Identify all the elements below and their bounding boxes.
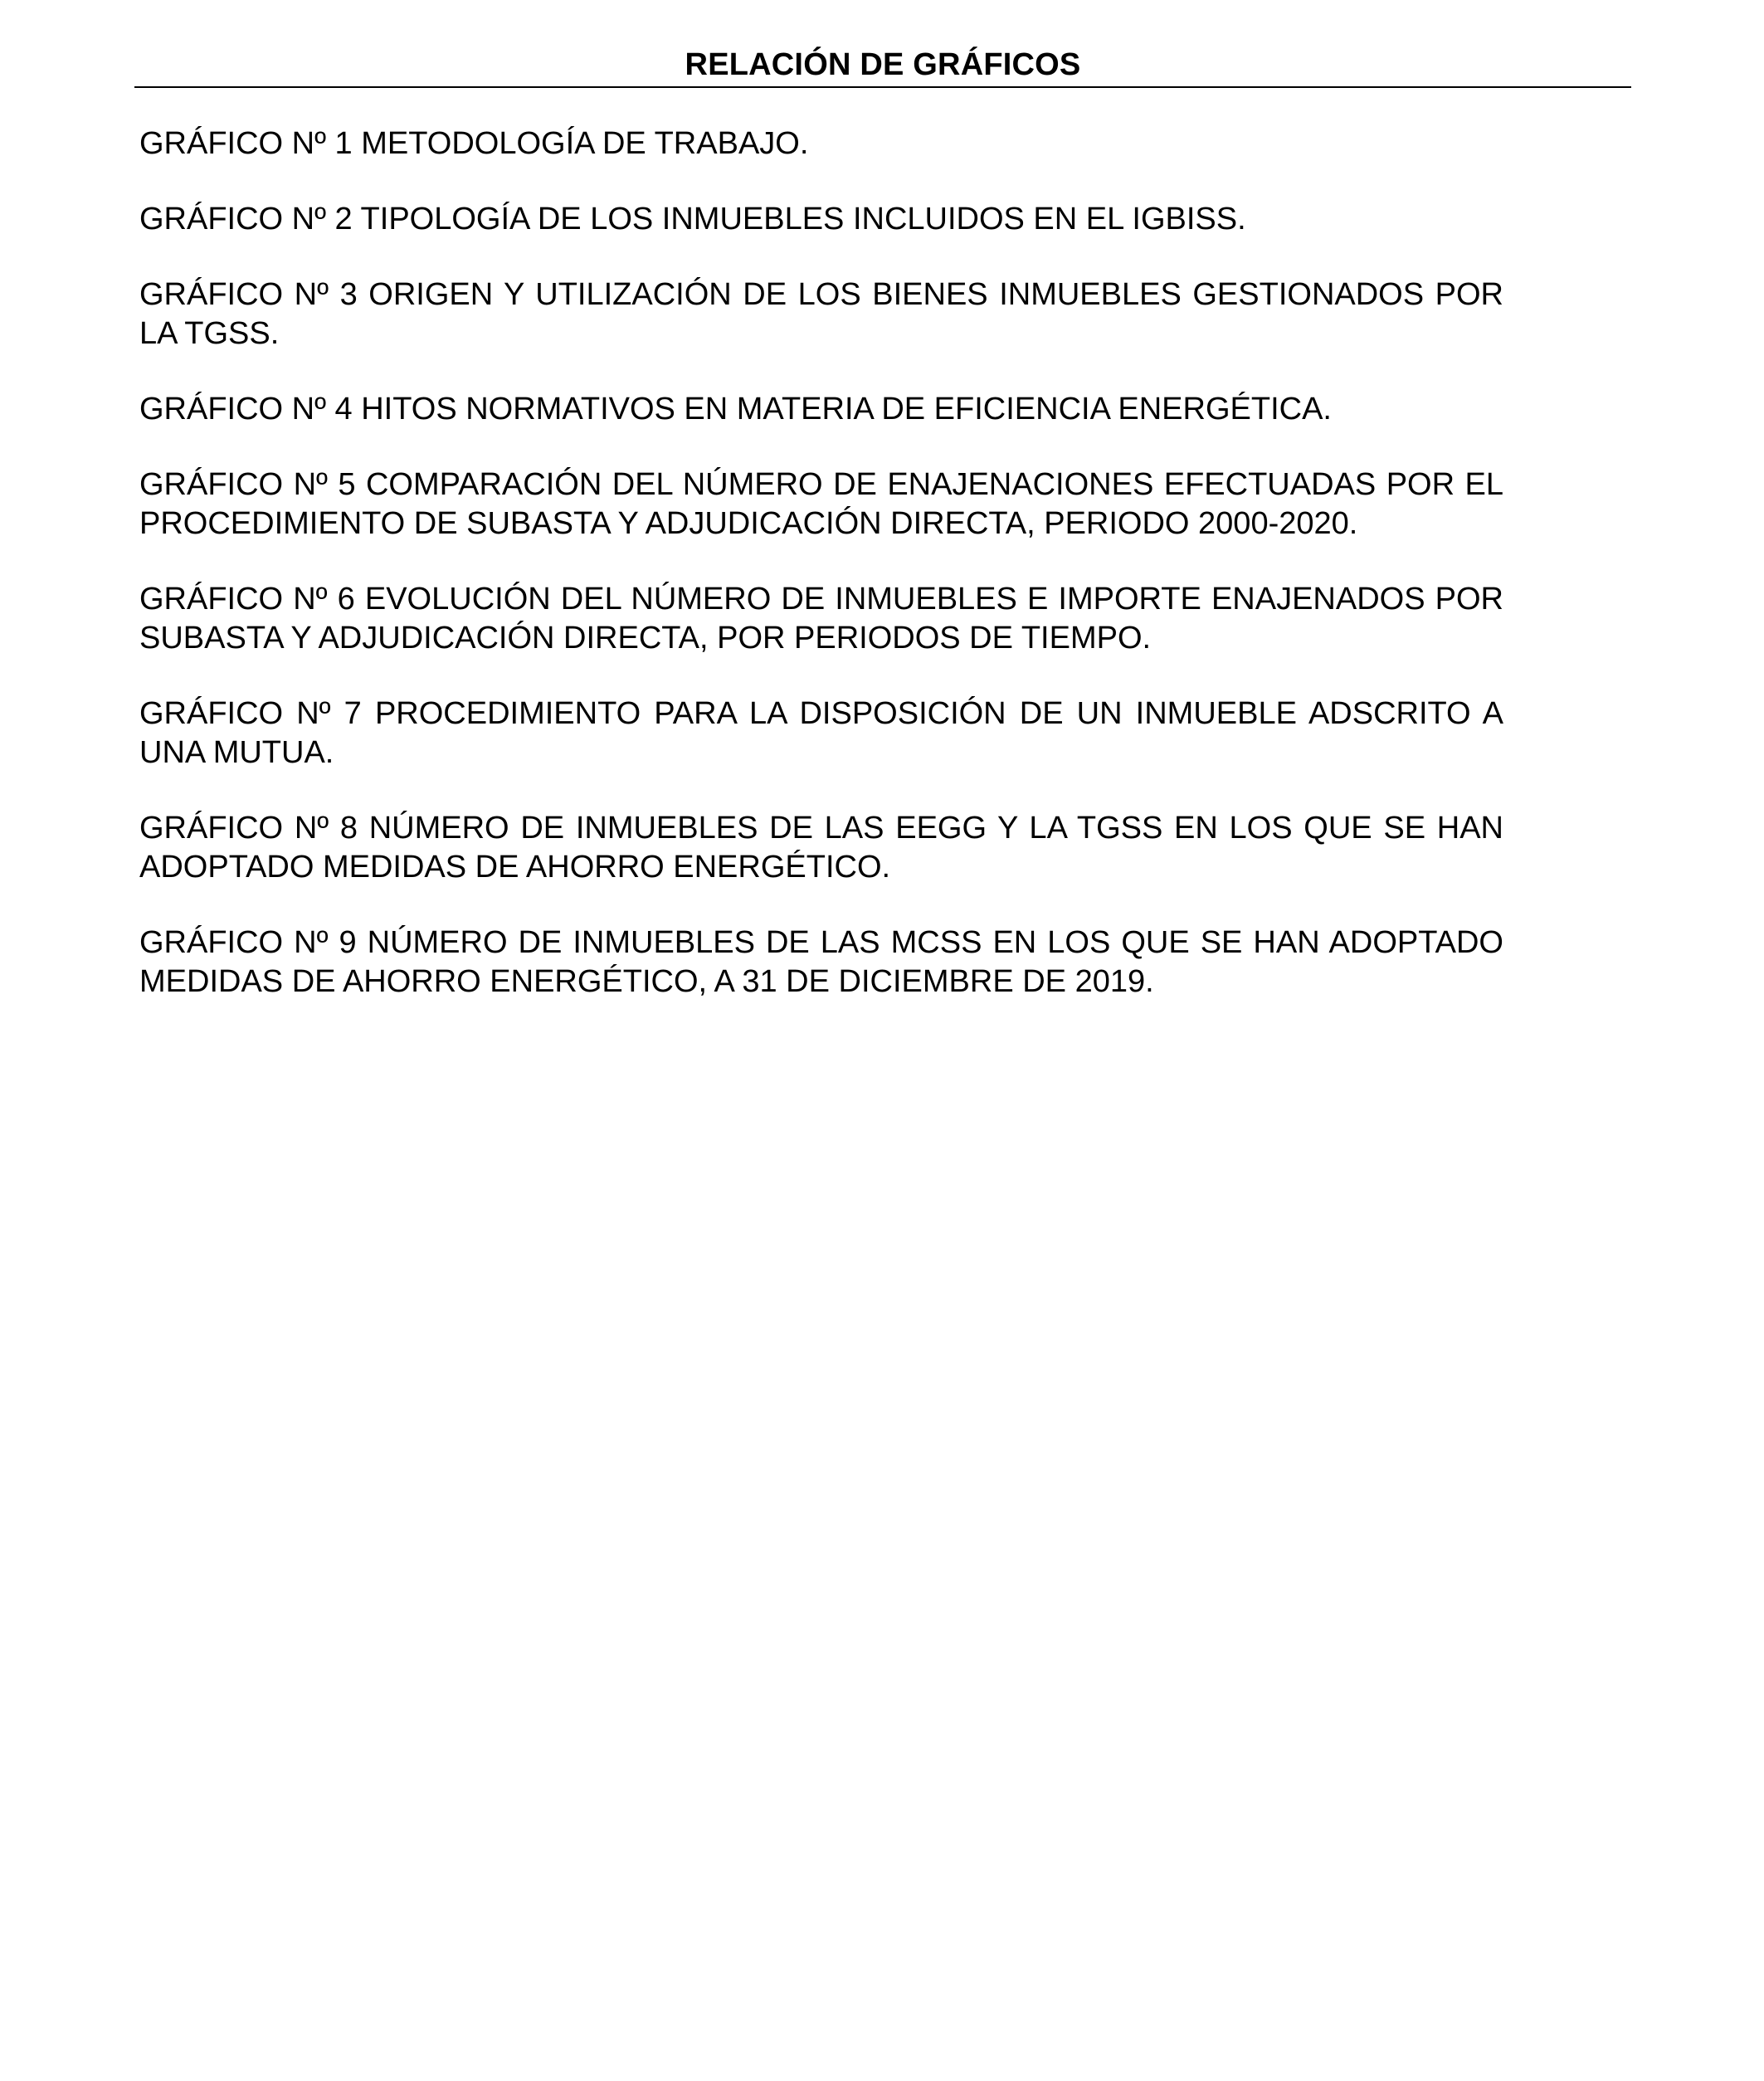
page-title: RELACIÓN DE GRÁFICOS xyxy=(685,47,1081,82)
figure-entry-9: GRÁFICO Nº 9 NÚMERO DE INMUEBLES DE LAS MCSS EN LOS QUE SE HAN ADOPTADO MEDIDAS DE AHORRO ENERGÉTICO, A 31 DE DICIEMBRE DE 2019. xyxy=(139,925,1503,999)
figure-entry-3: GRÁFICO Nº 3 ORIGEN Y UTILIZACIÓN DE LOS BIENES INMUEBLES GESTIONADOS POR LA TGSS. xyxy=(139,277,1503,351)
figure-entry-5: GRÁFICO Nº 5 COMPARACIÓN DEL NÚMERO DE ENAJENACIONES EFECTUADAS POR EL PROCEDIMIENTO DE SUBASTA Y ADJUDICACIÓN DIRECTA, PERIODO 2000-2020. xyxy=(139,467,1503,541)
figure-entry-1: GRÁFICO Nº 1 METODOLOGÍA DE TRABAJO. xyxy=(139,126,809,161)
figure-entry-4: GRÁFICO Nº 4 HITOS NORMATIVOS EN MATERIA DE EFICIENCIA ENERGÉTICA. xyxy=(139,392,1332,426)
figure-entry-7: GRÁFICO Nº 7 PROCEDIMIENTO PARA LA DISPOSICIÓN DE UN INMUEBLE ADSCRITO A UNA MUTUA. xyxy=(139,696,1503,770)
figure-entry-8: GRÁFICO Nº 8 NÚMERO DE INMUEBLES DE LAS EEGG Y LA TGSS EN LOS QUE SE HAN ADOPTADO MEDIDAS DE AHORRO ENERGÉTICO. xyxy=(139,811,1503,885)
figure-entry-6: GRÁFICO Nº 6 EVOLUCIÓN DEL NÚMERO DE INMUEBLES E IMPORTE ENAJENADOS POR SUBASTA Y ADJUDICACIÓN DIRECTA, POR PERIODOS DE TIEMPO. xyxy=(139,582,1503,655)
figure-list xyxy=(139,124,1503,1038)
figure-entry-2: GRÁFICO Nº 2 TIPOLOGÍA DE LOS INMUEBLES INCLUIDOS EN EL IGBISS. xyxy=(139,202,1246,236)
page-header xyxy=(134,43,1631,88)
